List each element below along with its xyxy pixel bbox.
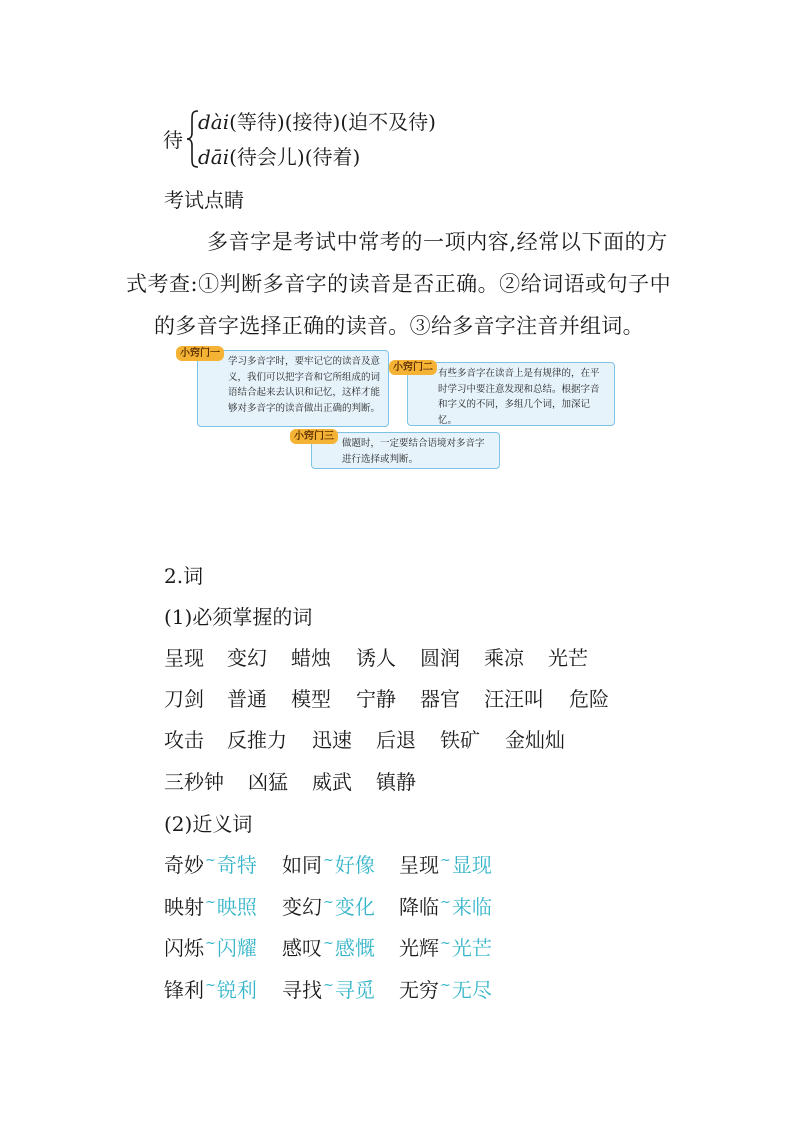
examples: (待会儿)(待着): [229, 145, 361, 169]
synonym-match: 无尽: [451, 978, 492, 1002]
exam-tips-paragraph-line: 的多音字选择正确的读音。③给多音字注音并组词。: [154, 314, 644, 338]
word: 三秒钟: [164, 770, 224, 794]
word: 乘凉: [484, 646, 524, 670]
tilde-icon: ~: [205, 978, 216, 993]
synonym-match: 显现: [451, 853, 492, 877]
tilde-icon: ~: [440, 895, 451, 910]
word: 铁矿: [440, 728, 480, 752]
examples: (等待)(接待)(迫不及待): [229, 110, 436, 134]
tilde-icon: ~: [323, 978, 334, 993]
word: 汪汪叫: [484, 687, 544, 711]
word: 凶猛: [248, 770, 288, 794]
tilde-icon: ~: [323, 936, 334, 951]
synonym-match: 闪耀: [216, 936, 257, 960]
synonym-match: 感慨: [334, 936, 375, 960]
synonym-pair: [164, 852, 257, 882]
polyphone-reading-1: [198, 109, 436, 135]
synonym-pair: [282, 894, 375, 924]
tip-box-1: [197, 350, 389, 427]
polyphone-char: 待: [163, 128, 183, 152]
tilde-icon: ~: [323, 895, 334, 910]
synonym-word: 映射: [164, 895, 204, 919]
word: 迅速: [312, 728, 352, 752]
word: 普通: [227, 687, 267, 711]
words-heading: 2.词: [164, 564, 204, 588]
tip-tag-1: 小窍门一: [176, 346, 224, 361]
synonym-pair: [282, 935, 375, 965]
synonym-match: 映照: [216, 895, 257, 919]
tilde-icon: ~: [440, 853, 451, 868]
word: 攻击: [164, 728, 204, 752]
synonym-word: 光辉: [399, 936, 439, 960]
synonym-match: 锐利: [216, 978, 257, 1002]
synonym-word: 感叹: [282, 936, 322, 960]
synonym-pair: [282, 852, 375, 882]
word: 诱人: [356, 646, 396, 670]
synonym-pair: [164, 977, 257, 1007]
synonym-pair: [399, 977, 492, 1007]
tilde-icon: ~: [440, 936, 451, 951]
synonym-word: 降临: [399, 895, 439, 919]
tip-text: 做题时，一定要结合语境对多音字进行选择或判断。: [342, 438, 485, 465]
synonym-pair: [399, 935, 492, 965]
synonym-match: 好像: [334, 853, 375, 877]
synonym-word: 呈现: [399, 853, 439, 877]
synonym-word: 如同: [282, 853, 322, 877]
word: 呈现: [164, 646, 204, 670]
synonym-word: 闪烁: [164, 936, 204, 960]
word: 后退: [376, 728, 416, 752]
word: 光芒: [548, 646, 588, 670]
word: 威武: [312, 770, 352, 794]
word: 圆润: [420, 646, 460, 670]
synonym-pair: [399, 852, 492, 882]
synonym-word: 寻找: [282, 978, 322, 1002]
tilde-icon: ~: [323, 853, 334, 868]
pinyin: dài: [198, 110, 230, 134]
tip-text: 学习多音字时，要牢记它的读音及意义，我们可以把字音和它所组成的词语结合起来去认识和记忆，这样才能够对多音字的读音做出正确的判断。: [228, 356, 381, 414]
word: 变幻: [227, 646, 267, 670]
synonym-word: 无穷: [399, 978, 439, 1002]
synonym-pair: [164, 894, 257, 924]
tilde-icon: ~: [440, 978, 451, 993]
synonym-word: 锋利: [164, 978, 204, 1002]
exam-tips-heading: 考试点睛: [164, 188, 244, 212]
tip-text: 有些多音字在读音上是有规律的，在平时学习中要注意发现和总结。根据字音和字义的不同，多组几个词，加深记忆。: [438, 368, 600, 426]
word: 镇静: [376, 770, 416, 794]
tip-tag-2: 小窍门二: [389, 360, 437, 375]
synonym-match: 变化: [334, 895, 375, 919]
word: 反推力: [227, 728, 287, 752]
synonym-match: 来临: [451, 895, 492, 919]
tip-box-3: [311, 432, 500, 469]
word: 宁静: [356, 687, 396, 711]
synonym-match: 奇特: [216, 853, 257, 877]
tip-box-2: [407, 362, 615, 426]
word: 危险: [569, 687, 609, 711]
exam-tips-paragraph-line: 式考查:①判断多音字的读音是否正确。②给词语或句子中: [126, 272, 672, 296]
word: 蜡烛: [291, 646, 331, 670]
must-master-heading: (1)必须掌握的词: [164, 605, 313, 629]
synonym-pair: [399, 894, 492, 924]
synonyms-heading: (2)近义词: [164, 812, 253, 836]
tilde-icon: ~: [205, 853, 216, 868]
polyphone-reading-2: [198, 144, 360, 170]
exam-tips-paragraph-line: 多音字是考试中常考的一项内容,经常以下面的方: [207, 230, 668, 254]
synonym-pair: [282, 977, 375, 1007]
synonym-word: 变幻: [282, 895, 322, 919]
tip-tag-3: 小窍门三: [290, 429, 338, 444]
synonym-pair: [164, 935, 257, 965]
word: 刀剑: [164, 687, 204, 711]
word: 金灿灿: [505, 728, 565, 752]
word: 模型: [291, 687, 331, 711]
synonym-match: 光芒: [451, 936, 492, 960]
word: 器官: [420, 687, 460, 711]
pinyin: dāi: [198, 145, 230, 169]
tilde-icon: ~: [205, 895, 216, 910]
synonym-word: 奇妙: [164, 853, 204, 877]
synonym-match: 寻觅: [334, 978, 375, 1002]
tilde-icon: ~: [205, 936, 216, 951]
